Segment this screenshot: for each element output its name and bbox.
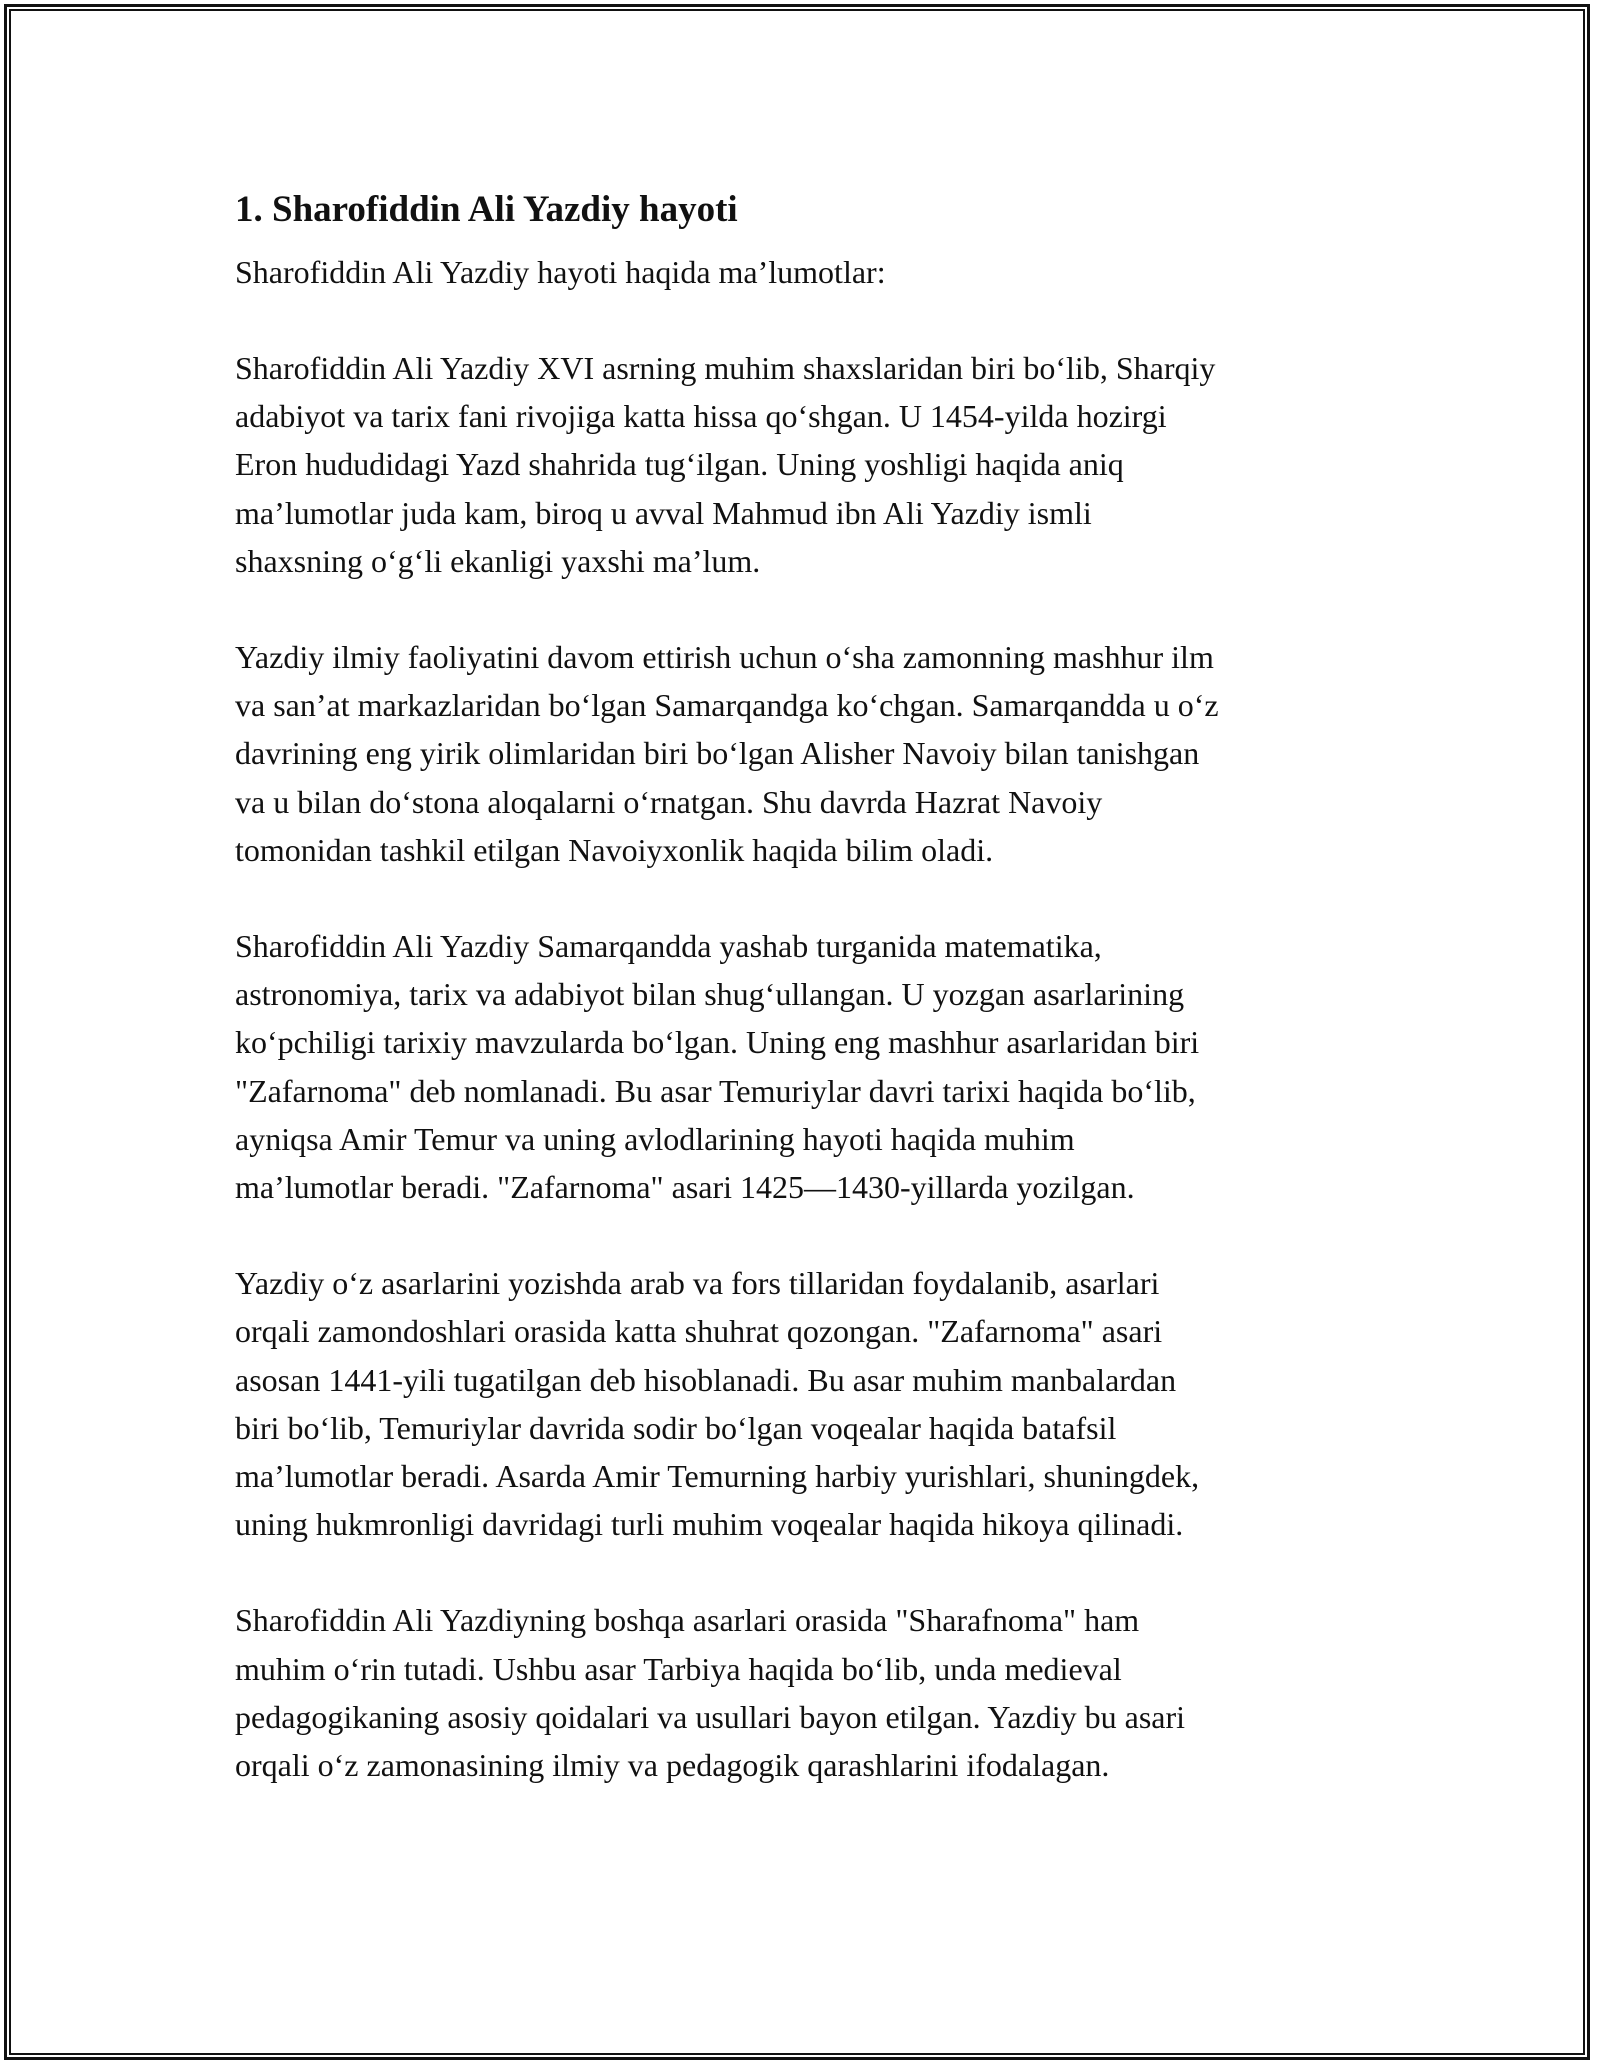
paragraph-line: Yazdiy ilmiy faoliyatini davom ettirish uchun o‘sha zamonning mashhur ilm: [235, 639, 1214, 676]
paragraph-line: ma’lumotlar beradi. Asarda Amir Temurning harbiy yurishlari, shuningdek,: [235, 1458, 1200, 1495]
paragraph-line: va san’at markazlaridan bo‘lgan Samarqandga ko‘chgan. Samarqandda u o‘z: [235, 687, 1219, 724]
paragraph-line: Eron hududidagi Yazd shahrida tug‘ilgan. Uning yoshligi haqida aniq: [235, 446, 1124, 483]
paragraph-line: Sharofiddin Ali Yazdiy XVI asrning muhim shaxslaridan biri bo‘lib, Sharqiy: [235, 350, 1216, 386]
paragraph-line: Yazdiy o‘z asarlarini yozishda arab va fors tillaridan foydalanib, asarlari: [235, 1265, 1160, 1302]
paragraph-line: orqali o‘z zamonasining ilmiy va pedagogik qarashlarini ifodalagan.: [235, 1747, 1110, 1784]
paragraph-line: adabiyot va tarix fani rivojiga katta hissa qo‘shgan. U 1454-yilda hozirgi: [235, 398, 1167, 435]
paragraph-line: Sharofiddin Ali Yazdiyning boshqa asarlari orasida "Sharafnoma" ham: [235, 1602, 1140, 1639]
paragraph-line: "Zafarnoma" deb nomlanadi. Bu asar Temuriylar davri tarixi haqida bo‘lib,: [235, 1072, 1196, 1109]
paragraph-line: orqali zamondoshlari orasida katta shuhrat qozongan. "Zafarnoma" asari: [235, 1313, 1163, 1350]
paragraph-line: uning hukmronligi davridagi turli muhim voqealar haqida hikoya qilinadi.: [235, 1506, 1184, 1543]
document-body: [235, 184, 1370, 1837]
body-paragraph: [235, 922, 1370, 1211]
paragraph-line: ma’lumotlar juda kam, biroq u avval Mahmud ibn Ali Yazdiy ismli: [235, 494, 1092, 531]
paragraph-line: ko‘pchiligi tarixiy mavzularda bo‘lgan. Uning eng mashhur asarlaridan biri: [235, 1024, 1200, 1061]
body-paragraph: [235, 1259, 1370, 1548]
paragraph-line: ma’lumotlar beradi. "Zafarnoma" asari 1425—1430-yillarda yozilgan.: [235, 1169, 1135, 1206]
paragraph-line: muhim o‘rin tutadi. Ushbu asar Tarbiya haqida bo‘lib, unda medieval: [235, 1650, 1122, 1687]
paragraph-line: pedagogikaning asosiy qoidalari va usullari bayon etilgan. Yazdiy bu asari: [235, 1698, 1186, 1735]
paragraph-list: [235, 344, 1370, 1789]
paragraph-line: biri bo‘lib, Temuriylar davrida sodir bo‘lgan voqealar haqida batafsil: [235, 1409, 1117, 1446]
document-title: 1. Sharofiddin Ali Yazdiy hayoti: [235, 189, 738, 230]
paragraph-line: Sharofiddin Ali Yazdiy Samarqandda yashab turganida matematika,: [235, 928, 1102, 965]
body-paragraph: [235, 344, 1370, 585]
paragraph-line: tomonidan tashkil etilgan Navoiyxonlik haqida bilim oladi.: [235, 831, 994, 868]
paragraph-line: astronomiya, tarix va adabiyot bilan shug‘ullangan. U yozgan asarlarining: [235, 976, 1185, 1013]
intro-paragraph: Sharofiddin Ali Yazdiy hayoti haqida ma’lumotlar:: [235, 254, 886, 290]
paragraph-line: davrining eng yirik olimlaridan biri bo‘lgan Alisher Navoiy bilan tanishgan: [235, 735, 1200, 772]
paragraph-line: ayniqsa Amir Temur va uning avlodlarining hayoti haqida muhim: [235, 1120, 1075, 1157]
paragraph-line: asosan 1441-yili tugatilgan deb hisoblanadi. Bu asar muhim manbalardan: [235, 1361, 1177, 1398]
body-paragraph: [235, 1596, 1370, 1789]
paragraph-line: va u bilan do‘stona aloqalarni o‘rnatgan. Shu davrda Hazrat Navoiy: [235, 783, 1103, 820]
paragraph-line: shaxsning o‘g‘li ekanligi yaxshi ma’lum.: [235, 542, 761, 579]
body-paragraph: [235, 633, 1370, 874]
